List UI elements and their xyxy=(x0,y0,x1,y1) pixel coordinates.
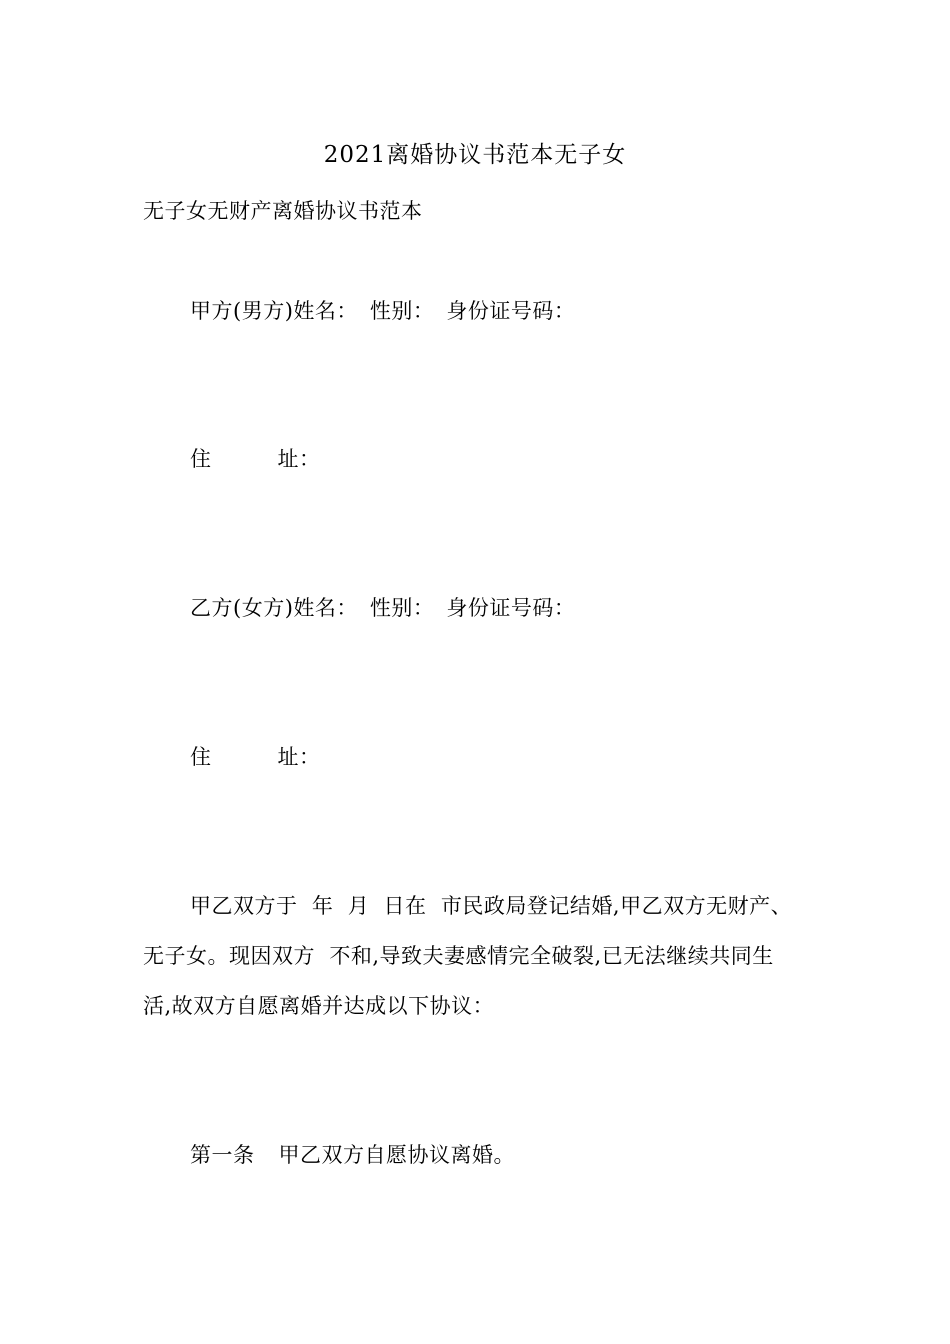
article-1-label: 第一条 xyxy=(190,1143,255,1167)
party-a-gender-label: 性别： xyxy=(369,299,435,323)
paragraph-line-1: 甲乙双方于 年 月 日在 市民政局登记结婚,甲乙双方无财产、 xyxy=(190,894,793,918)
party-b-gender-label: 性别： xyxy=(369,596,435,620)
document-title: 2021离婚协议书范本无子女 xyxy=(323,142,627,168)
party-a-info-line xyxy=(190,299,575,323)
party-a-address-label-2: 址： xyxy=(277,447,321,471)
document-subtitle: 无子女无财产离婚协议书范本 xyxy=(143,199,423,223)
article-1-line xyxy=(190,1143,515,1167)
party-b-id-label: 身份证号码： xyxy=(446,596,576,620)
party-b-address-label-1: 住 xyxy=(190,745,212,769)
party-a-address-line xyxy=(190,447,321,471)
article-1-text: 甲乙双方自愿协议离婚。 xyxy=(278,1143,515,1167)
party-a-id-label: 身份证号码： xyxy=(446,299,576,323)
paragraph-line-3: 活,故双方自愿离婚并达成以下协议： xyxy=(143,994,495,1018)
party-b-info-line xyxy=(190,596,575,620)
party-b-name-label: 乙方(女方)姓名： xyxy=(190,596,358,620)
party-b-address-line xyxy=(190,745,321,769)
party-a-name-label: 甲方(男方)姓名： xyxy=(190,299,358,323)
party-b-address-label-2: 址： xyxy=(277,745,321,769)
party-a-address-label-1: 住 xyxy=(190,447,212,471)
paragraph-line-2: 无子女。现因双方 不和,导致夫妻感情完全破裂,已无法继续共同生 xyxy=(143,944,774,968)
